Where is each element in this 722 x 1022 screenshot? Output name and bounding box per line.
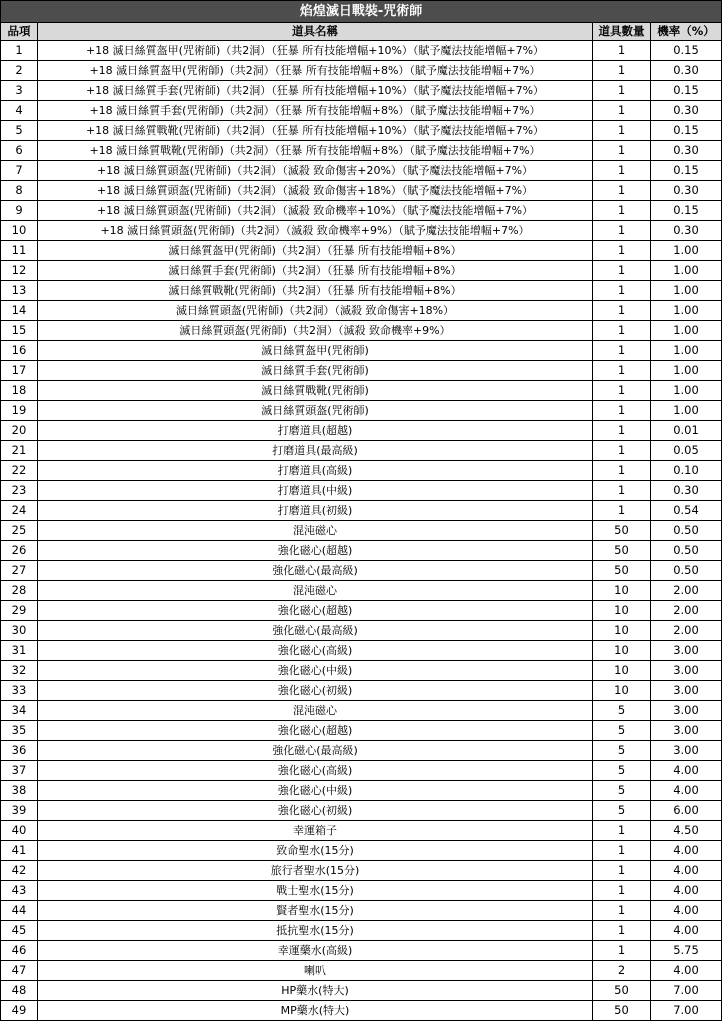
item-probability: 0.50 bbox=[651, 521, 722, 541]
item-name: +18 滅日絲質盔甲(咒術師)（共2洞）（狂暴 所有技能增幅+10%）（賦予魔法技能增幅+7%） bbox=[38, 41, 593, 61]
table-row bbox=[1, 921, 722, 941]
item-probability: 1.00 bbox=[651, 361, 722, 381]
item-probability: 0.30 bbox=[651, 181, 722, 201]
item-name: 打磨道具(中級) bbox=[38, 481, 593, 501]
item-quantity: 1 bbox=[593, 361, 651, 381]
item-probability: 1.00 bbox=[651, 401, 722, 421]
table-row bbox=[1, 561, 722, 581]
table-row bbox=[1, 401, 722, 421]
row-number: 36 bbox=[1, 741, 38, 761]
row-number: 23 bbox=[1, 481, 38, 501]
item-probability: 3.00 bbox=[651, 681, 722, 701]
item-quantity: 1 bbox=[593, 401, 651, 421]
item-name: 賢者聖水(15分) bbox=[38, 901, 593, 921]
row-number: 32 bbox=[1, 661, 38, 681]
item-probability: 3.00 bbox=[651, 641, 722, 661]
item-quantity: 1 bbox=[593, 201, 651, 221]
item-name: +18 滅日絲質頭盔(咒術師)（共2洞）（滅殺 致命機率+10%）（賦予魔法技能增幅+7%） bbox=[38, 201, 593, 221]
table-row bbox=[1, 761, 722, 781]
row-number: 49 bbox=[1, 1001, 38, 1021]
item-probability: 0.30 bbox=[651, 141, 722, 161]
row-number: 31 bbox=[1, 641, 38, 661]
item-quantity: 1 bbox=[593, 141, 651, 161]
item-quantity: 5 bbox=[593, 701, 651, 721]
item-quantity: 50 bbox=[593, 541, 651, 561]
item-name: 滅日絲質盔甲(咒術師) bbox=[38, 341, 593, 361]
item-name: 喇叭 bbox=[38, 961, 593, 981]
row-number: 25 bbox=[1, 521, 38, 541]
item-quantity: 1 bbox=[593, 501, 651, 521]
table-row bbox=[1, 241, 722, 261]
item-name: MP藥水(特大) bbox=[38, 1001, 593, 1021]
item-quantity: 5 bbox=[593, 781, 651, 801]
row-number: 40 bbox=[1, 821, 38, 841]
item-probability: 0.15 bbox=[651, 41, 722, 61]
item-quantity: 1 bbox=[593, 81, 651, 101]
item-probability: 2.00 bbox=[651, 581, 722, 601]
item-probability: 4.00 bbox=[651, 841, 722, 861]
table-row bbox=[1, 701, 722, 721]
item-probability: 1.00 bbox=[651, 281, 722, 301]
table-row bbox=[1, 901, 722, 921]
row-number: 42 bbox=[1, 861, 38, 881]
row-number: 9 bbox=[1, 201, 38, 221]
item-quantity: 10 bbox=[593, 681, 651, 701]
item-name: 致命聖水(15分) bbox=[38, 841, 593, 861]
item-quantity: 1 bbox=[593, 301, 651, 321]
row-number: 11 bbox=[1, 241, 38, 261]
item-quantity: 10 bbox=[593, 581, 651, 601]
row-number: 10 bbox=[1, 221, 38, 241]
item-probability: 4.50 bbox=[651, 821, 722, 841]
item-probability: 1.00 bbox=[651, 301, 722, 321]
item-probability: 0.15 bbox=[651, 121, 722, 141]
item-name: +18 滅日絲質戰靴(咒術師)（共2洞）（狂暴 所有技能增幅+10%）（賦予魔法技能增幅+7%） bbox=[38, 121, 593, 141]
item-name: HP藥水(特大) bbox=[38, 981, 593, 1001]
table-row bbox=[1, 321, 722, 341]
item-probability: 1.00 bbox=[651, 381, 722, 401]
item-name: 滅日絲質戰靴(咒術師)（共2洞）（狂暴 所有技能增幅+8%） bbox=[38, 281, 593, 301]
table-row bbox=[1, 601, 722, 621]
table-title: 焰煌滅日戰裝-咒術師 bbox=[1, 1, 722, 23]
item-probability: 4.00 bbox=[651, 901, 722, 921]
item-name: 強化磁心(最高級) bbox=[38, 621, 593, 641]
item-probability: 4.00 bbox=[651, 921, 722, 941]
row-number: 28 bbox=[1, 581, 38, 601]
row-number: 46 bbox=[1, 941, 38, 961]
item-name: 滅日絲質頭盔(咒術師)（共2洞）（滅殺 致命機率+9%） bbox=[38, 321, 593, 341]
item-probability: 0.15 bbox=[651, 161, 722, 181]
table-row bbox=[1, 501, 722, 521]
item-probability: 3.00 bbox=[651, 721, 722, 741]
item-name: 混沌磁心 bbox=[38, 581, 593, 601]
table-row bbox=[1, 461, 722, 481]
table-row bbox=[1, 1001, 722, 1021]
row-number: 14 bbox=[1, 301, 38, 321]
item-name: 滅日絲質頭盔(咒術師)（共2洞）（滅殺 致命傷害+18%） bbox=[38, 301, 593, 321]
row-number: 34 bbox=[1, 701, 38, 721]
table-row bbox=[1, 801, 722, 821]
row-number: 18 bbox=[1, 381, 38, 401]
item-quantity: 1 bbox=[593, 121, 651, 141]
item-quantity: 1 bbox=[593, 221, 651, 241]
item-name: 滅日絲質戰靴(咒術師) bbox=[38, 381, 593, 401]
table-row bbox=[1, 681, 722, 701]
item-name: 強化磁心(超越) bbox=[38, 721, 593, 741]
item-name: 打磨道具(初級) bbox=[38, 501, 593, 521]
item-probability: 1.00 bbox=[651, 321, 722, 341]
table-row bbox=[1, 261, 722, 281]
item-probability: 0.15 bbox=[651, 201, 722, 221]
item-name: +18 滅日絲質頭盔(咒術師)（共2洞）（滅殺 致命機率+9%）（賦予魔法技能增幅+7%） bbox=[38, 221, 593, 241]
row-number: 5 bbox=[1, 121, 38, 141]
item-name: 打磨道具(最高級) bbox=[38, 441, 593, 461]
table-row bbox=[1, 841, 722, 861]
item-quantity: 1 bbox=[593, 101, 651, 121]
item-name: +18 滅日絲質盔甲(咒術師)（共2洞）（狂暴 所有技能增幅+8%）（賦予魔法技能增幅+7%） bbox=[38, 61, 593, 81]
table-row bbox=[1, 121, 722, 141]
item-name: 戰士聖水(15分) bbox=[38, 881, 593, 901]
row-number: 24 bbox=[1, 501, 38, 521]
row-number: 15 bbox=[1, 321, 38, 341]
table-row bbox=[1, 961, 722, 981]
table-row bbox=[1, 641, 722, 661]
item-probability: 0.10 bbox=[651, 461, 722, 481]
table-row bbox=[1, 541, 722, 561]
header-name: 道具名稱 bbox=[38, 23, 593, 41]
item-probability: 7.00 bbox=[651, 981, 722, 1001]
item-quantity: 2 bbox=[593, 961, 651, 981]
item-quantity: 1 bbox=[593, 861, 651, 881]
table-row bbox=[1, 821, 722, 841]
item-probability: 6.00 bbox=[651, 801, 722, 821]
item-quantity: 1 bbox=[593, 321, 651, 341]
item-name: +18 滅日絲質戰靴(咒術師)（共2洞）（狂暴 所有技能增幅+8%）（賦予魔法技能增幅+7%） bbox=[38, 141, 593, 161]
row-number: 26 bbox=[1, 541, 38, 561]
table-row bbox=[1, 861, 722, 881]
row-number: 2 bbox=[1, 61, 38, 81]
row-number: 17 bbox=[1, 361, 38, 381]
item-quantity: 50 bbox=[593, 561, 651, 581]
table-row bbox=[1, 421, 722, 441]
item-quantity: 5 bbox=[593, 801, 651, 821]
item-name: +18 滅日絲質頭盔(咒術師)（共2洞）（滅殺 致命傷害+18%）（賦予魔法技能增幅+7%） bbox=[38, 181, 593, 201]
item-probability: 1.00 bbox=[651, 341, 722, 361]
row-number: 1 bbox=[1, 41, 38, 61]
item-probability: 0.30 bbox=[651, 101, 722, 121]
row-number: 19 bbox=[1, 401, 38, 421]
item-quantity: 1 bbox=[593, 181, 651, 201]
item-quantity: 50 bbox=[593, 981, 651, 1001]
row-number: 3 bbox=[1, 81, 38, 101]
item-probability: 4.00 bbox=[651, 861, 722, 881]
row-number: 27 bbox=[1, 561, 38, 581]
row-number: 12 bbox=[1, 261, 38, 281]
table-row bbox=[1, 181, 722, 201]
row-number: 44 bbox=[1, 901, 38, 921]
item-quantity: 5 bbox=[593, 721, 651, 741]
item-name: +18 滅日絲質手套(咒術師)（共2洞）（狂暴 所有技能增幅+10%）（賦予魔法技能增幅+7%） bbox=[38, 81, 593, 101]
item-probability: 2.00 bbox=[651, 621, 722, 641]
item-probability: 3.00 bbox=[651, 661, 722, 681]
table-row bbox=[1, 281, 722, 301]
table-row bbox=[1, 521, 722, 541]
row-number: 37 bbox=[1, 761, 38, 781]
item-quantity: 1 bbox=[593, 821, 651, 841]
table-row bbox=[1, 981, 722, 1001]
row-number: 41 bbox=[1, 841, 38, 861]
row-number: 4 bbox=[1, 101, 38, 121]
row-number: 39 bbox=[1, 801, 38, 821]
table-row bbox=[1, 161, 722, 181]
table-row bbox=[1, 441, 722, 461]
item-quantity: 1 bbox=[593, 921, 651, 941]
item-quantity: 10 bbox=[593, 661, 651, 681]
table-row bbox=[1, 201, 722, 221]
row-number: 47 bbox=[1, 961, 38, 981]
item-name: 幸運箱子 bbox=[38, 821, 593, 841]
item-quantity: 5 bbox=[593, 761, 651, 781]
header-rate: 機率（%） bbox=[651, 23, 722, 41]
item-quantity: 1 bbox=[593, 881, 651, 901]
item-quantity: 1 bbox=[593, 841, 651, 861]
item-name: 混沌磁心 bbox=[38, 521, 593, 541]
item-quantity: 50 bbox=[593, 1001, 651, 1021]
item-name: 強化磁心(中級) bbox=[38, 781, 593, 801]
table-row bbox=[1, 361, 722, 381]
item-quantity: 10 bbox=[593, 621, 651, 641]
item-name: 抵抗聖水(15分) bbox=[38, 921, 593, 941]
table-row bbox=[1, 481, 722, 501]
item-name: 強化磁心(最高級) bbox=[38, 741, 593, 761]
table-row bbox=[1, 41, 722, 61]
table-row bbox=[1, 741, 722, 761]
table-body bbox=[1, 41, 722, 1021]
row-number: 16 bbox=[1, 341, 38, 361]
table-row bbox=[1, 341, 722, 361]
table-row bbox=[1, 781, 722, 801]
item-probability: 0.50 bbox=[651, 561, 722, 581]
header-qty: 道具數量 bbox=[593, 23, 651, 41]
item-name: 打磨道具(高級) bbox=[38, 461, 593, 481]
item-probability: 4.00 bbox=[651, 761, 722, 781]
item-name: 滅日絲質手套(咒術師) bbox=[38, 361, 593, 381]
item-probability: 3.00 bbox=[651, 701, 722, 721]
item-quantity: 1 bbox=[593, 481, 651, 501]
item-probability: 3.00 bbox=[651, 741, 722, 761]
item-name: 強化磁心(初級) bbox=[38, 801, 593, 821]
item-probability: 1.00 bbox=[651, 261, 722, 281]
item-quantity: 1 bbox=[593, 341, 651, 361]
row-number: 29 bbox=[1, 601, 38, 621]
item-name: 強化磁心(超越) bbox=[38, 601, 593, 621]
item-probability: 0.30 bbox=[651, 61, 722, 81]
table-row bbox=[1, 661, 722, 681]
item-name: 旅行者聖水(15分) bbox=[38, 861, 593, 881]
item-probability: 0.50 bbox=[651, 541, 722, 561]
item-quantity: 1 bbox=[593, 41, 651, 61]
item-quantity: 10 bbox=[593, 641, 651, 661]
table-row bbox=[1, 721, 722, 741]
row-number: 8 bbox=[1, 181, 38, 201]
row-number: 6 bbox=[1, 141, 38, 161]
item-probability: 0.15 bbox=[651, 81, 722, 101]
item-probability: 4.00 bbox=[651, 781, 722, 801]
row-number: 45 bbox=[1, 921, 38, 941]
item-name: 滅日絲質手套(咒術師)（共2洞）（狂暴 所有技能增幅+8%） bbox=[38, 261, 593, 281]
row-number: 13 bbox=[1, 281, 38, 301]
item-quantity: 1 bbox=[593, 61, 651, 81]
item-quantity: 1 bbox=[593, 901, 651, 921]
table-row bbox=[1, 101, 722, 121]
item-quantity: 1 bbox=[593, 441, 651, 461]
row-number: 7 bbox=[1, 161, 38, 181]
item-quantity: 1 bbox=[593, 381, 651, 401]
item-name: +18 滅日絲質手套(咒術師)（共2洞）（狂暴 所有技能增幅+8%）（賦予魔法技能增幅+7%） bbox=[38, 101, 593, 121]
table-row bbox=[1, 381, 722, 401]
item-probability: 0.54 bbox=[651, 501, 722, 521]
item-probability: 0.30 bbox=[651, 481, 722, 501]
item-quantity: 50 bbox=[593, 521, 651, 541]
row-number: 38 bbox=[1, 781, 38, 801]
item-probability: 4.00 bbox=[651, 961, 722, 981]
item-quantity: 1 bbox=[593, 281, 651, 301]
row-number: 21 bbox=[1, 441, 38, 461]
table-row bbox=[1, 61, 722, 81]
table-row bbox=[1, 941, 722, 961]
row-number: 20 bbox=[1, 421, 38, 441]
item-probability: 4.00 bbox=[651, 881, 722, 901]
item-probability: 5.75 bbox=[651, 941, 722, 961]
table-row bbox=[1, 81, 722, 101]
item-probability: 7.00 bbox=[651, 1001, 722, 1021]
item-name: 強化磁心(超越) bbox=[38, 541, 593, 561]
item-probability: 0.30 bbox=[651, 221, 722, 241]
item-name: 強化磁心(初級) bbox=[38, 681, 593, 701]
item-quantity: 1 bbox=[593, 461, 651, 481]
item-name: 強化磁心(高級) bbox=[38, 761, 593, 781]
row-number: 33 bbox=[1, 681, 38, 701]
table-row bbox=[1, 581, 722, 601]
item-name: 幸運藥水(高級) bbox=[38, 941, 593, 961]
table-row bbox=[1, 621, 722, 641]
item-quantity: 1 bbox=[593, 421, 651, 441]
table-row bbox=[1, 221, 722, 241]
row-number: 30 bbox=[1, 621, 38, 641]
table-row bbox=[1, 301, 722, 321]
item-quantity: 1 bbox=[593, 161, 651, 181]
item-name: +18 滅日絲質頭盔(咒術師)（共2洞）（滅殺 致命傷害+20%）（賦予魔法技能增幅+7%） bbox=[38, 161, 593, 181]
item-probability: 0.05 bbox=[651, 441, 722, 461]
item-name: 強化磁心(最高級) bbox=[38, 561, 593, 581]
header-no: 品項 bbox=[1, 23, 38, 41]
item-quantity: 1 bbox=[593, 261, 651, 281]
table-row bbox=[1, 141, 722, 161]
item-name: 打磨道具(超越) bbox=[38, 421, 593, 441]
row-number: 48 bbox=[1, 981, 38, 1001]
row-number: 43 bbox=[1, 881, 38, 901]
table-row bbox=[1, 881, 722, 901]
item-probability: 0.01 bbox=[651, 421, 722, 441]
item-name: 強化磁心(高級) bbox=[38, 641, 593, 661]
item-name: 滅日絲質頭盔(咒術師) bbox=[38, 401, 593, 421]
row-number: 35 bbox=[1, 721, 38, 741]
row-number: 22 bbox=[1, 461, 38, 481]
item-quantity: 10 bbox=[593, 601, 651, 621]
item-quantity: 1 bbox=[593, 241, 651, 261]
item-quantity: 5 bbox=[593, 741, 651, 761]
item-name: 滅日絲質盔甲(咒術師)（共2洞）（狂暴 所有技能增幅+8%） bbox=[38, 241, 593, 261]
item-probability: 1.00 bbox=[651, 241, 722, 261]
item-probability: 2.00 bbox=[651, 601, 722, 621]
header-row bbox=[1, 23, 722, 41]
item-name: 混沌磁心 bbox=[38, 701, 593, 721]
item-quantity: 1 bbox=[593, 941, 651, 961]
item-name: 強化磁心(中級) bbox=[38, 661, 593, 681]
